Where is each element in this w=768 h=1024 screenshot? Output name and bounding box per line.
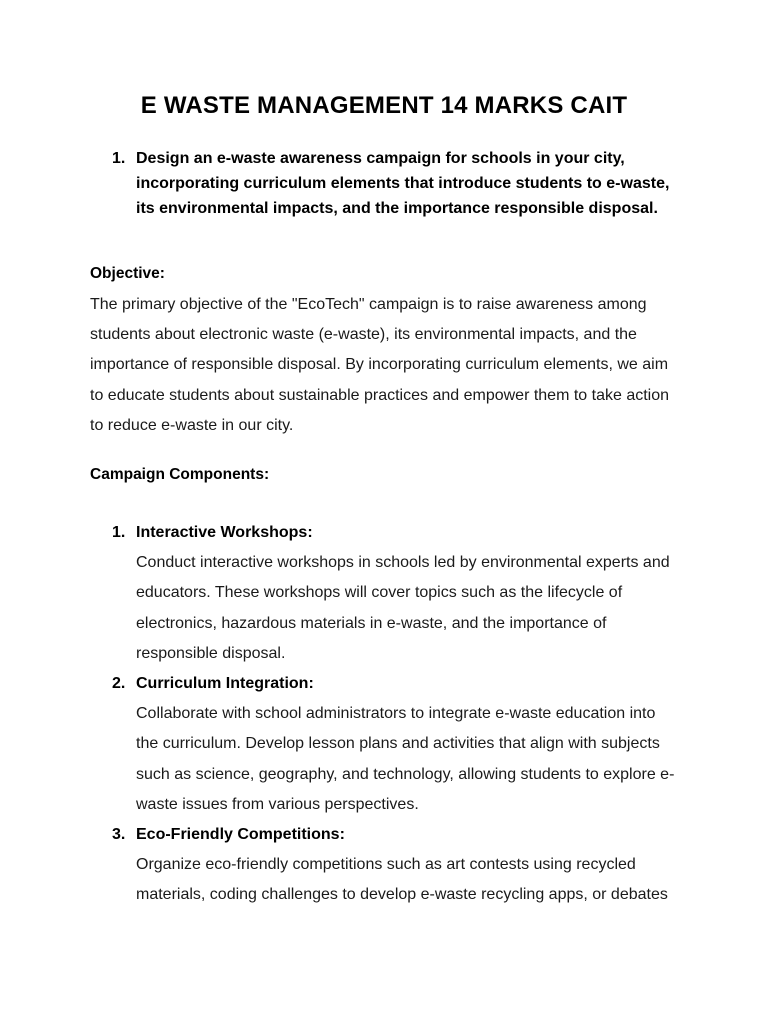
- question-text: Design an e-waste awareness campaign for schools in your city, incorporating curriculum elements that introduce students to e-waste, its environmental impacts, and the importance responsible disposal.: [136, 150, 670, 217]
- list-item-title: Eco-Friendly Competitions:: [136, 826, 345, 843]
- list-item-number: 3.: [112, 826, 126, 843]
- list-item-body: Organize eco-friendly competitions such as art contests using recycled materials, coding challenges to develop e-waste recycling apps, or debates: [136, 856, 668, 904]
- list-item-body: Conduct interactive workshops in schools led by environmental experts and educators. These workshops will cover topics such as the lifecycle of electronics, hazardous materials in e-waste, and the importance of responsible disposal.: [136, 554, 670, 662]
- list-item: [112, 518, 682, 669]
- list-item-title: Curriculum Integration:: [136, 675, 314, 692]
- list-item: [112, 820, 682, 911]
- objective-paragraph: The primary objective of the "EcoTech" campaign is to raise awareness among students about electronic waste (e-waste), its environmental impacts, and the importance of responsible disposal. By incorporating curriculum elements, we aim to educate students about sustainable practices and empower them to take action to reduce e-waste in our city.: [90, 296, 670, 434]
- document-title: E WASTE MANAGEMENT 14 MARKS CAIT: [140, 92, 628, 119]
- objective-heading: Objective:: [90, 265, 165, 282]
- question-number: 1.: [112, 150, 126, 167]
- list-item-number: 1.: [112, 524, 126, 541]
- list-item-number: 2.: [112, 675, 126, 692]
- list-item-title: Interactive Workshops:: [136, 524, 313, 541]
- list-item: [112, 669, 682, 820]
- components-heading: Campaign Components:: [90, 466, 270, 483]
- question-block: [112, 146, 672, 221]
- list-item-body: Collaborate with school administrators to integrate e-waste education into the curriculum. Develop lesson plans and activities that align with subjects such as science, geography, and technology, allowing students to explore e-waste issues from various perspectives.: [136, 705, 675, 813]
